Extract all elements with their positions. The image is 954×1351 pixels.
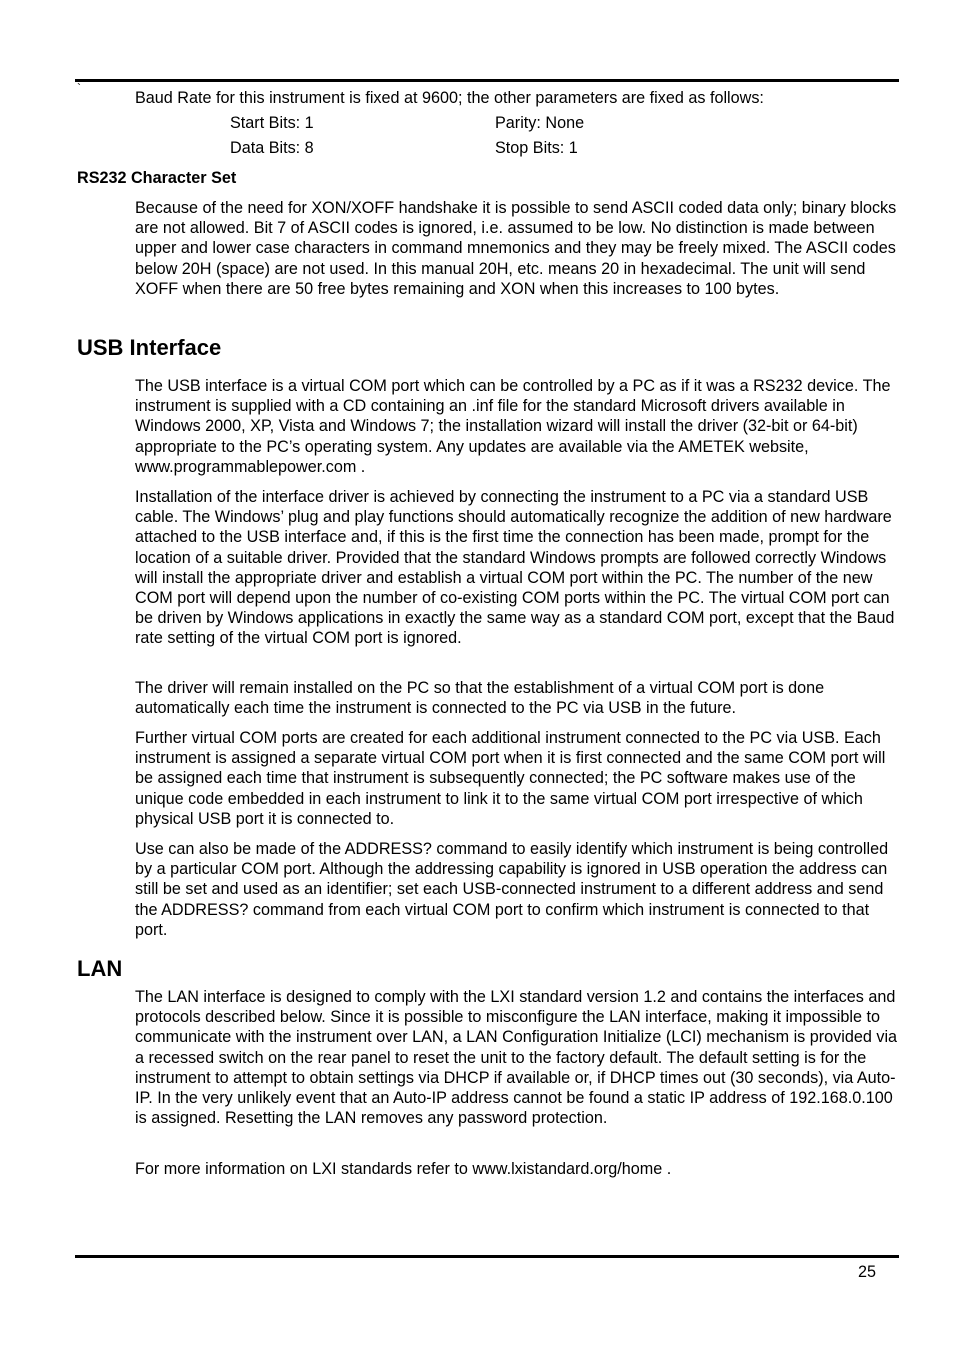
header-rule — [75, 79, 899, 82]
lan-paragraph: For more information on LXI standards refer to www.lxistandard.org/home . — [135, 1160, 672, 1178]
usb-paragraph: The driver will remain installed on the PC so that the establishment of a virtual COM port is done automatically each time the instrument is connected to the PC via USB in the future. — [135, 679, 825, 718]
usb-paragraph: Further virtual COM ports are created for each additional instrument connected to the PC via USB. Each instrument is assigned a separate virtual COM port when it is first connected and the same COM port will be assigned each time that instrument is subsequently connected; the PC software makes use of the unique code embedded in each instrument to link it to the same virtual COM port irrespective of which physical USB port it is connected to. — [135, 729, 886, 828]
parity: Parity: None — [495, 114, 585, 132]
rs232-paragraph: Because of the need for XON/XOFF handshake it is possible to send ASCII coded data only; binary blocks are not allowed. Bit 7 of ASCII codes is ignored, i.e. assumed to be low. No distinction is made between upper and lower case characters in command mnemonics and they may be freely mixed. The ASCII codes below 20H (space) are not used. In this manual 20H, etc. means 20 in hexadecimal. The unit will send XOFF when there are 50 free bytes remaining and XON when this increases to 100 bytes. — [135, 199, 897, 298]
lan-heading: LAN — [77, 956, 123, 981]
usb-heading: USB Interface — [77, 335, 222, 360]
usb-paragraph: Installation of the interface driver is achieved by connecting the instrument to a PC via a standard USB cable. The Windows’ plug and play functions should automatically recognize the addition of new hardware attached to the USB interface and, if this is the first time the connection has been made, prompt for the location of a suitable driver. Provided that the standard Windows prompts are followed correctly Windows will install the appropriate driver and establish a virtual COM port within the PC. The number of the new COM port will depend upon the number of co-existing COM ports within the PC. The virtual COM port can be driven by Windows applications in exactly the same way as a standard COM port, except that the Baud rate setting of the virtual COM port is ignored. — [135, 488, 895, 648]
header-mark: ` — [77, 81, 81, 95]
start-bits: Start Bits: 1 — [230, 114, 314, 132]
data-bits: Data Bits: 8 — [230, 139, 314, 157]
usb-paragraph: Use can also be made of the ADDRESS? command to easily identify which instrument is being controlled by a particular COM port. Although the addressing capability is ignored in USB operation the address can still be set and used as an identifier; set each USB-connected instrument to a different address and send the ADDRESS? command from each virtual COM port to confirm which instrument is connected to that port. — [135, 840, 889, 939]
page-number: 25 — [857, 1263, 876, 1281]
serial-intro: Baud Rate for this instrument is fixed at 9600; the other parameters are fixed as follows: — [135, 89, 764, 107]
lan-paragraph: The LAN interface is designed to comply with the LXI standard version 1.2 and contains the interfaces and protocols described below. Since it is possible to misconfigure the LAN interface, making it impossible to communicate with the instrument over LAN, a LAN Configuration Initialize (LCI) mechanism is provided via a recessed switch on the rear panel to reset the unit to the factory default. The default setting is for the instrument to attempt to obtain settings via DHCP if available or, if DHCP times out (30 seconds), via Auto-IP. In the very unlikely event that an Auto-IP address cannot be found a static IP address of 192.168.0.100 is assigned. Resetting the LAN removes any password protection. — [135, 988, 898, 1128]
usb-paragraph: The USB interface is a virtual COM port which can be controlled by a PC as if it was a RS232 device. The instrument is supplied with a CD containing an .inf file for the standard Microsoft drivers available in Windows 2000, XP, Vista and Windows 7; the installation wizard will install the driver (32-bit or 64-bit) appropriate to the PC’s operating system. Any updates are available via the AMETEK website, www.programmablepower.com . — [135, 377, 891, 476]
footer-rule — [75, 1255, 899, 1258]
rs232-heading: RS232 Character Set — [77, 169, 237, 187]
stop-bits: Stop Bits: 1 — [495, 139, 578, 157]
